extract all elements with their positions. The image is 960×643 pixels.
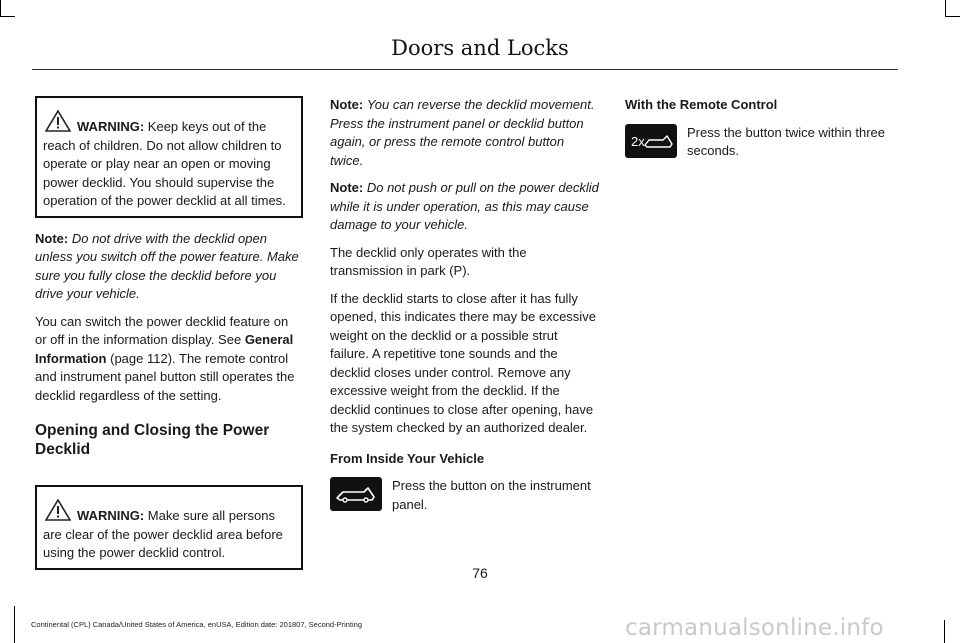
paragraph-text: You can switch the power decklid feature on or off in the information display. See	[35, 313, 289, 347]
subheading: With the Remote Control	[625, 97, 778, 112]
note	[330, 96, 600, 170]
remote-decklid-2x-icon	[625, 124, 677, 158]
note-text: Do not push or pull on the power decklid while it is under operation, as this may cause damage to your vehicle.	[330, 180, 599, 232]
instruction-text: Press the button twice within three seconds.	[687, 124, 885, 158]
warning-label: WARNING:	[77, 508, 145, 523]
warning-label: WARNING:	[77, 119, 145, 134]
instruction-row	[330, 477, 600, 514]
note-text: Do not drive with the decklid open unless you switch off the power feature. Make sure you fully close the decklid before you drive your vehicle.	[35, 230, 299, 301]
paragraph-text: (page 112). The remote control and instrument panel button still operates the decklid regardless of the setting.	[35, 350, 295, 403]
crop-mark	[945, 16, 960, 17]
page-number: 76	[472, 565, 488, 581]
left-column	[35, 96, 303, 582]
paragraph: The decklid only operates with the transmission in park (P).	[330, 244, 527, 278]
crop-mark	[0, 0, 1, 16]
cross-reference-link[interactable]: General Information	[35, 332, 294, 366]
warning-triangle-icon	[45, 110, 71, 132]
page-title: Doors and Locks	[391, 36, 569, 60]
section-heading: Opening and Closing the Power Decklid	[35, 422, 270, 458]
header-divider	[32, 69, 898, 70]
note-label: Note:	[35, 230, 69, 246]
watermark: carmanualsonline.info	[625, 615, 884, 641]
note	[35, 230, 303, 304]
note-label: Note:	[330, 97, 364, 112]
crop-mark	[0, 16, 15, 17]
decklid-button-icon	[330, 477, 382, 511]
right-column	[625, 96, 897, 161]
edition-footer: Continental (CPL) Canada/United States of America, enUSA, Edition date: 201807, Second-Printing	[31, 620, 363, 629]
warning-box	[35, 485, 303, 570]
middle-column	[330, 96, 600, 514]
crop-mark	[945, 0, 946, 16]
instruction-row	[625, 124, 897, 161]
warning-text: Make sure all persons are clear of the power decklid area before using the power decklid control.	[43, 508, 283, 560]
note-text: You can reverse the decklid movement. Press the instrument panel or decklid button again, or press the remote control button twice.	[330, 97, 595, 168]
instruction-text: Press the button on the instrument panel.	[392, 478, 591, 512]
warning-triangle-icon	[45, 499, 71, 521]
note	[330, 179, 600, 235]
remote-icon-label: 2x	[631, 133, 645, 149]
paragraph: If the decklid starts to close after it has fully opened, this indicates there may be excessive weight on the decklid or a possible strut failure. A repetitive tone sounds and the decklid closes under control. Remove any excessive weight from the decklid. If the decklid continues to close after opening, have the system checked by an authorized dealer.	[330, 290, 596, 435]
warning-text: Keep keys out of the reach of children. Do not allow children to operate or play near an open or moving power decklid. You should supervise the operation of the power decklid at all times.	[43, 119, 286, 208]
note-label: Note:	[330, 180, 364, 195]
warning-box	[35, 96, 303, 218]
subheading: From Inside Your Vehicle	[330, 450, 485, 466]
crop-mark	[14, 606, 15, 643]
paragraph	[35, 313, 303, 406]
crop-mark	[944, 620, 945, 643]
